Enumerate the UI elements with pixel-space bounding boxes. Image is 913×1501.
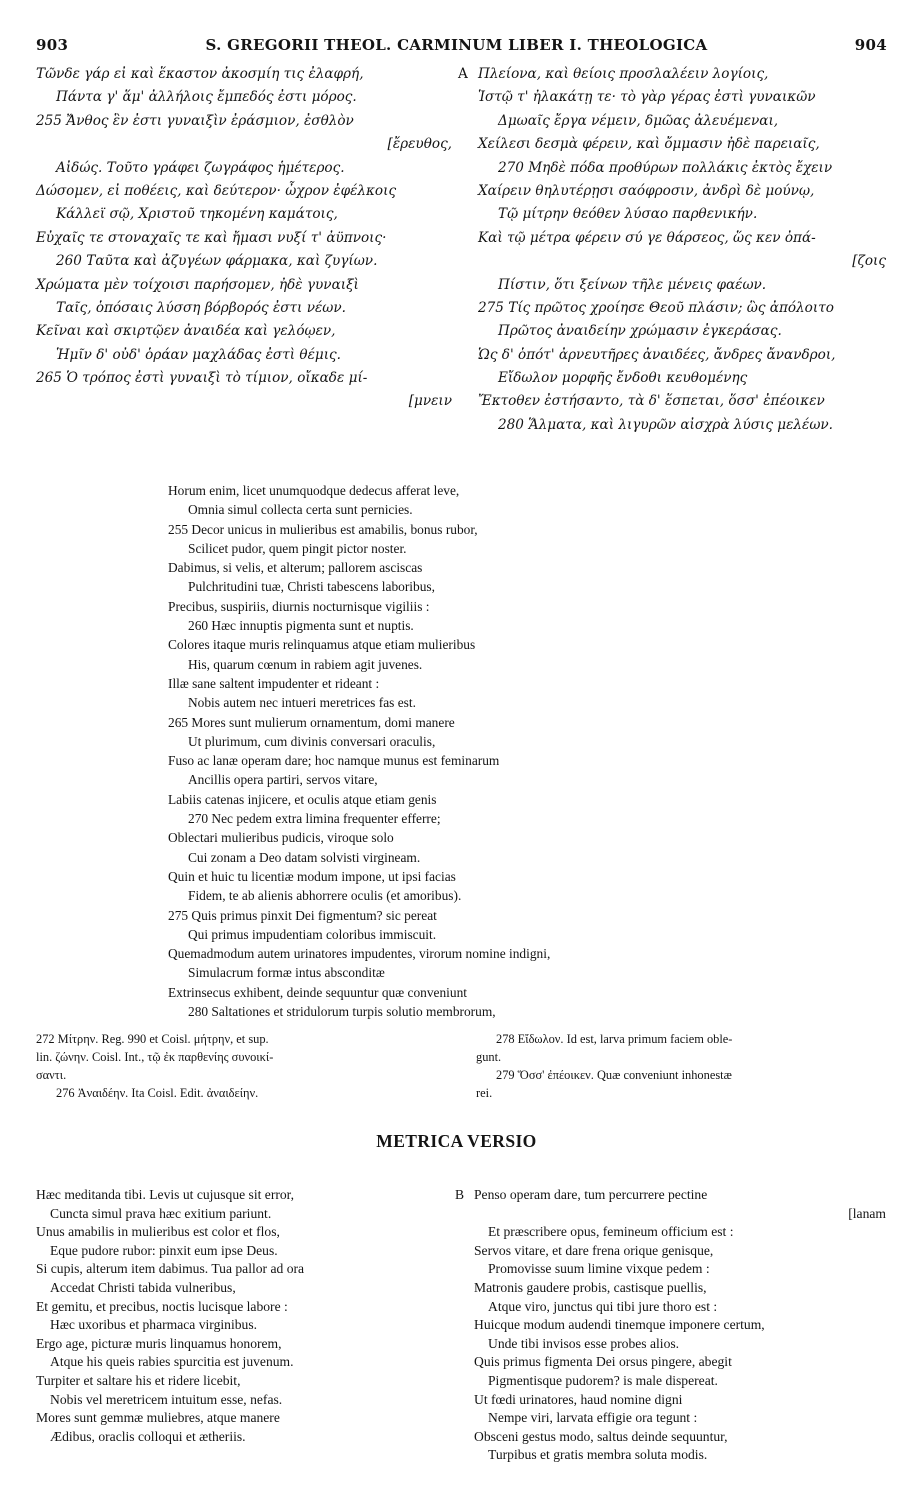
greek-line: Πάντα γ' ἅμ' ἀλλήλοις ἔμπεδός ἐστι μόρος. [56, 89, 357, 106]
greek-line: Πλείονα, καὶ θείοις προσλαλέειν λογίοις, [478, 66, 769, 82]
greek-line: 280 Ἅλματα, καὶ λιγυρῶν αἰσχρὰ λύσις μελέων. [498, 416, 834, 433]
metrica-line: Huicque modum audendi tinemque imponere certum, [474, 1317, 765, 1333]
metrica-line: Hæc meditanda tibi. Levis ut cujusque sit error, [36, 1187, 295, 1202]
notes-right [476, 1030, 896, 1102]
greek-column-left [36, 63, 456, 414]
greek-line: Πρῶτος ἀναιδείην χρώμασιν ἐγκεράσας. [498, 323, 782, 340]
metrica-line: Accedat Christi tabida vulneribus, [50, 1279, 236, 1295]
greek-line: Ἔκτοθεν ἐστήσαντο, τὰ δ' ἕσπεται, ὅσσ' ἐπέοικεν [478, 393, 825, 410]
latin-line: Illæ sane saltent impudenter et rideant : [168, 675, 380, 691]
latin-line: 280 Saltationes et stridulorum turpis solutio membrorum, [188, 1004, 496, 1020]
greek-column-right [478, 63, 890, 437]
greek-line: Ταῖς, ὁπόσαις λύσση βόρβορός ἐστι νέων. [56, 299, 346, 316]
metrica-line: Atque viro, junctus qui tibi jure thoro est : [488, 1298, 718, 1314]
note-line: 272 Μίτρην. Reg. 990 et Coisl. μήτρην, et sup. [36, 1032, 269, 1046]
page-number-right: 904 [854, 36, 887, 54]
latin-line: Quin et huic tu licentiæ modum impone, ut ipsi facias [168, 868, 456, 884]
latin-line: 260 Hæc innuptis pigmenta sunt et nuptis. [188, 618, 414, 634]
greek-line: Εὐχαῖς τε στοναχαῖς τε καὶ ἤμασι νυξί τ' ἀϋπνοις· [36, 229, 387, 246]
greek-line: Τῶνδε γάρ εἰ καὶ ἕκαστον ἀκοσμίη τις ἐλαφρή, [36, 66, 364, 82]
metrica-line: Pigmentisque pudorem? is male dispereat. [488, 1372, 718, 1388]
latin-line: Ancillis opera partiri, servos vitare, [188, 772, 378, 788]
latin-line: Simulacrum formæ intus absconditæ [188, 965, 385, 981]
metrica-line: Servos vitare, et dare frena orique genisque, [474, 1242, 714, 1258]
latin-line: Scilicet pudor, quem pingit pictor noster. [188, 540, 407, 556]
greek-line: Αἰδώς. Τοῦτο γράφει ζωγράφος ἡμέτερος. [56, 159, 345, 176]
metrica-line: Et gemitu, et precibus, noctis lucisque labore : [36, 1298, 288, 1314]
greek-line-continuation: [ζοις [852, 253, 886, 270]
page-number-left: 903 [36, 36, 69, 54]
metrica-line: Mores sunt gemmæ muliebres, atque manere [36, 1410, 280, 1426]
note-line: lin. ζώνην. Coisl. Int., τῷ ἐκ παρθενίης συνοικί- [36, 1050, 274, 1064]
metrica-line: Si cupis, alterum item dabimus. Tua pallor ad ora [36, 1261, 305, 1277]
metrica-column-left [36, 1186, 466, 1446]
latin-line: 265 Mores sunt mulierum ornamentum, domi manere [168, 714, 455, 730]
latin-line: Precibus, suspiriis, diurnis nocturnisque vigiliis : [168, 598, 430, 614]
greek-line: Ὡς δ' ὁπότ' ἀρνευτῆρες ἀναιδέες, ἄνδρες ἄνανδροι, [478, 346, 836, 363]
greek-line: Κεῖναι καὶ σκιρτῷεν ἀναιδέα καὶ γελόῳεν, [36, 323, 336, 340]
latin-line: Dabimus, si velis, et alterum; pallorem asciscas [168, 560, 423, 576]
greek-line: Δμωαῖς ἔργα νέμειν, δμῶας ἀλευέμεναι, [498, 112, 779, 129]
latin-line: Horum enim, licet unumquodque dedecus afferat leve, [168, 483, 460, 498]
greek-line: 260 Ταῦτα καὶ ἀζυγέων φάρμακα, καὶ ζυγίων. [56, 253, 378, 270]
metrica-line: Penso operam dare, tum percurrere pectine [474, 1187, 708, 1202]
metrica-line: Turpibus et gratis membra soluta modis. [488, 1447, 708, 1463]
metrica-line: Promovisse suum limine vixque pedem : [488, 1261, 710, 1277]
metrica-line: Ut fœdi urinatores, haud nomine digni [474, 1391, 683, 1407]
greek-line: Χρώματα μὲν τοίχοισι παρήσομεν, ἠδὲ γυναιξὶ [36, 276, 359, 293]
latin-line: Ut plurimum, cum divinis conversari oraculis, [188, 733, 436, 749]
metrica-line-continuation: [lanam [848, 1205, 886, 1221]
latin-line: Nobis autem nec intueri meretrices fas est. [188, 695, 416, 711]
latin-line: Fuso ac lanæ operam dare; hoc namque munus est feminarum [168, 753, 500, 769]
metrica-line: Obsceni gestus modo, saltus deinde sequuntur, [474, 1428, 728, 1444]
metrica-line: Eque pudore rubor: pinxit eum ipse Deus. [50, 1242, 278, 1258]
note-line: σαντι. [36, 1068, 67, 1082]
latin-line: Qui primus impudentiam coloribus immiscuit. [188, 926, 437, 942]
section-title: METRICA VERSIO [376, 1131, 537, 1151]
greek-line: Πίστιν, ὅτι ξείνων τῆλε μένεις φαέων. [498, 276, 767, 293]
greek-line: Τῷ μίτρην θεόθεν λύσαο παρθενικήν. [498, 206, 758, 223]
metrica-line: Unus amabilis in mulieribus est color et flos, [36, 1224, 280, 1240]
margin-marker-a: A [458, 66, 468, 82]
metrica-line: Hæc uxoribus et pharmaca virginibus. [50, 1317, 258, 1333]
metrica-line: Unde tibi invisos esse probes alios. [488, 1335, 680, 1351]
latin-line: His, quarum cœnum in rabiem agit juvenes. [188, 656, 423, 672]
greek-line: Δώσομεν, εἰ ποθέεις, καὶ δεύτερον· ὦχρον ἐφέλκοις [36, 182, 397, 199]
greek-line: 275 Τίς πρῶτος χροίησε Θεοῦ πλάσιν; ὣς ἀπόλοιτο [478, 299, 834, 316]
greek-line-continuation: [ἔρευθος, [387, 136, 452, 153]
greek-line-continuation: [μνειν [408, 393, 452, 410]
latin-line: Colores itaque muris relinquamus atque etiam mulieribus [168, 637, 476, 653]
metrica-line: Nobis vel meretricem intuitum esse, nefas. [50, 1391, 283, 1407]
greek-line: 255 Ἄνθος ἓν ἐστι γυναιξὶν ἐράσμιον, ἐσθλὸν [36, 112, 354, 129]
greek-line: Ἡμῖν δ' οὐδ' ὁράαν μαχλάδας ἐστὶ θέμις. [56, 346, 341, 363]
metrica-line: Ergo age, picturæ muris linquamus honorem, [36, 1335, 282, 1351]
latin-line: Fidem, te ab alienis abhorrere oculis (et amoribus). [188, 888, 462, 904]
latin-line: Pulchritudini tuæ, Christi tabescens laboribus, [188, 579, 435, 595]
metrica-line: Quis primus figmenta Dei orsus pingere, abegit [474, 1354, 732, 1370]
note-line: 278 Εἴδωλον. Id est, larva primum faciem oble- [496, 1032, 733, 1046]
greek-line: Εἴδωλον μορφῆς ἔνδοθι κευθομένης [498, 370, 748, 387]
greek-line: Ἱστῷ τ' ἠλακάτῃ τε· τὸ γὰρ γέρας ἐστὶ γυναικῶν [478, 89, 816, 106]
metrica-line: Cuncta simul prava hæc exitium pariunt. [50, 1205, 272, 1221]
latin-line: Omnia simul collecta certa sunt pernicies. [188, 502, 413, 518]
note-line: gunt. [476, 1050, 502, 1064]
notes-left [36, 1030, 466, 1102]
greek-line: Χείλεσι δεσμὰ φέρειν, καὶ ὄμμασιν ἠδὲ παρειαῖς, [478, 136, 820, 153]
metrica-line: Et præscribere opus, femineum officium est : [488, 1224, 734, 1240]
greek-line: 265 Ὁ τρόπος ἐστὶ γυναιξὶ τὸ τίμιον, οἴκαδε μί- [36, 370, 368, 387]
metrica-column-right [474, 1186, 890, 1465]
latin-line: Quemadmodum autem urinatores impudentes, virorum nomine indigni, [168, 946, 551, 962]
metrica-line: Nempe viri, larvata effigie ora tegunt : [488, 1410, 698, 1426]
greek-line: Καὶ τῷ μέτρα φέρειν σύ γε θάρσεος, ὥς κεν ὀπά- [478, 229, 816, 246]
latin-line: 270 Nec pedem extra limina frequenter efferre; [188, 811, 441, 827]
metrica-line: Atque his queis rabies spurcitia est juvenum. [50, 1354, 294, 1370]
latin-line: Oblectari mulieribus pudicis, viroque solo [168, 830, 394, 846]
metrica-line: Ædibus, oraclis colloqui et ætheriis. [50, 1428, 246, 1444]
greek-line: 270 Μηδὲ πόδα προθύρων πολλάκις ἐκτὸς ἔχειν [498, 159, 833, 176]
note-line: 276 Ἀναιδέην. Ita Coisl. Edit. ἀναιδείην. [56, 1086, 259, 1100]
latin-line: 255 Decor unicus in mulieribus est amabilis, bonus rubor, [168, 521, 478, 537]
latin-line: Cui zonam a Deo datam solvisti virgineam. [188, 849, 421, 865]
latin-line: 275 Quis primus pinxit Dei figmentum? sic pereat [168, 907, 437, 923]
greek-line: Χαίρειν θηλυτέρῃσι σαόφροσιν, ἀνδρὶ δὲ μούνῳ, [478, 182, 815, 199]
note-line: 279 Ὅσσ' ἐπέοικεν. Quæ conveniunt inhonestæ [496, 1068, 732, 1082]
note-line: rei. [476, 1086, 493, 1100]
metrica-line: Matronis gaudere probis, castisque puellis, [474, 1279, 707, 1295]
latin-translation [168, 481, 868, 1021]
latin-line: Extrinsecus exhibent, deinde sequuntur quæ conveniunt [168, 984, 467, 1000]
running-title: S. GREGORII THEOL. CARMINUM LIBER I. THEOLOGICA [205, 36, 708, 54]
latin-line: Labiis catenas injicere, et oculis atque etiam genis [168, 791, 437, 807]
margin-marker-b: B [455, 1187, 465, 1202]
metrica-line: Turpiter et saltare his et ridere licebit, [36, 1372, 241, 1388]
greek-line: Κάλλεϊ σῷ, Χριστοῦ τηκομένη καμάτοις, [56, 206, 338, 223]
